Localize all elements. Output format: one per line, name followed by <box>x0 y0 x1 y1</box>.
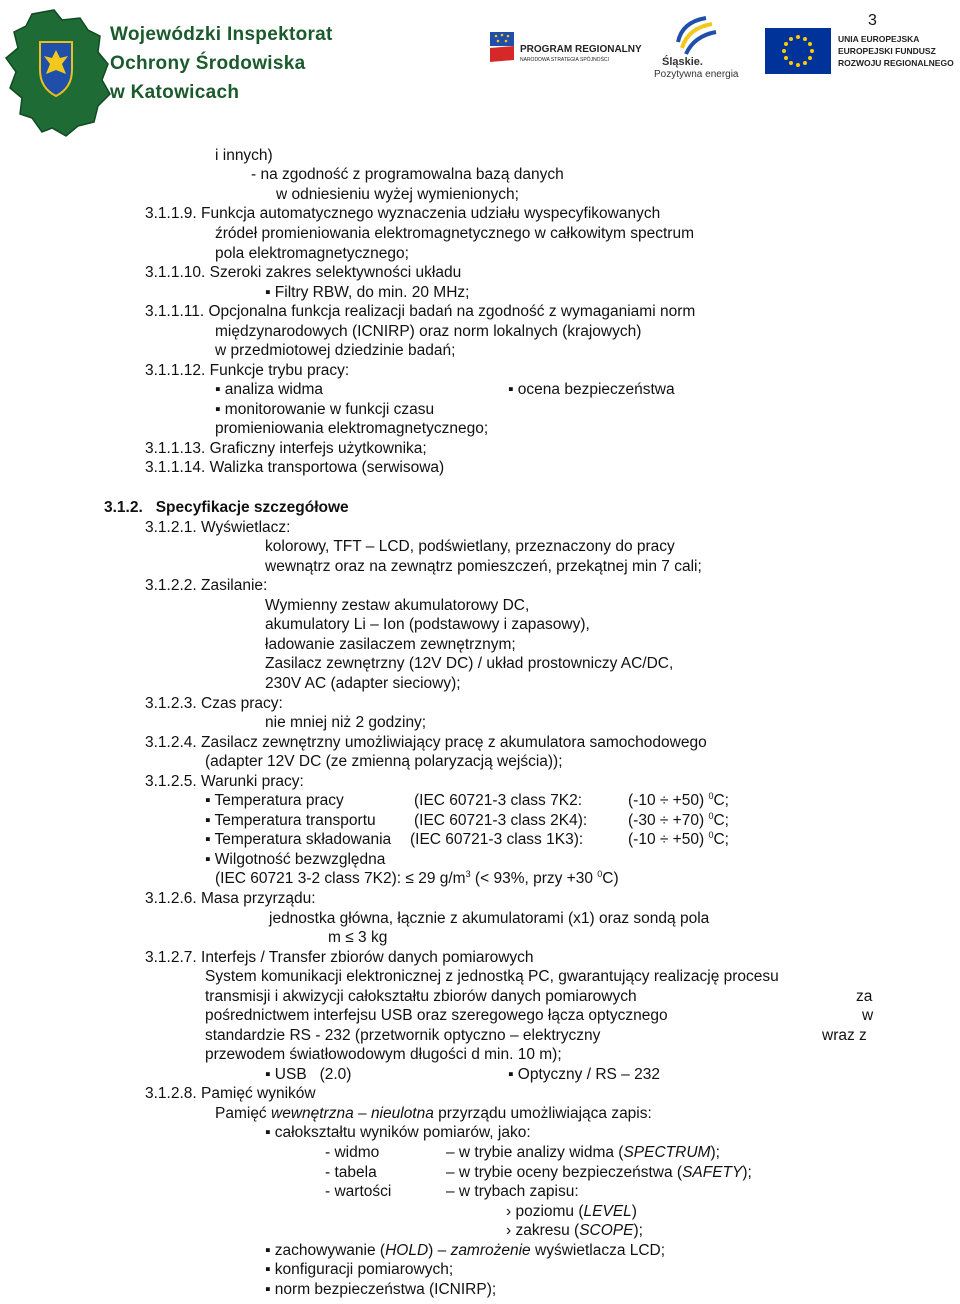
text-line: pośrednictwem interfejsu USB oraz szeregowego łącza optycznego <box>205 1007 668 1024</box>
text-line: ▪ Wilgotność bezwzględna <box>205 851 386 868</box>
text-line: - wartości <box>325 1183 392 1200</box>
text-line: wewnątrz oraz na zewnątrz pomieszczeń, przekątnej min 7 cali; <box>265 558 702 575</box>
eu-line-1: UNIA EUROPEJSKA <box>838 34 920 44</box>
text-line: ▪ Optyczny / RS – 232 <box>508 1066 660 1083</box>
text-line: 3.1.1.11. Opcjonalna funkcja realizacji badań na zgodność z wymaganiami norm <box>145 303 696 320</box>
text-line: – w trybie oceny bezpieczeństwa (SAFETY); <box>446 1164 752 1181</box>
program-regionalny-flag-icon <box>488 30 516 70</box>
temp-row-label: ▪ Temperatura składowania <box>205 831 392 848</box>
text-line: 3.1.1.10. Szeroki zakres selektywności układu <box>145 264 462 281</box>
text-line: ▪ norm bezpieczeństwa (ICNIRP); <box>265 1281 497 1298</box>
text-line: źródeł promieniowania elektromagnetycznego w całkowitym spectrum <box>215 225 694 242</box>
inspectorate-title-line-2: Ochrony Środowiska <box>110 53 306 74</box>
text-line: wraz z <box>822 1027 867 1044</box>
text-line: 3.1.2.8. Pamięć wyników <box>145 1085 316 1102</box>
slaskie-slogan: Pozytywna energia <box>654 69 739 80</box>
silesia-map-logo <box>2 8 114 138</box>
text-line: 3.1.2.6. Masa przyrządu: <box>145 890 316 907</box>
temp-row-range: (-10 ÷ +50) $^0$C; <box>628 830 729 848</box>
temp-row-range: (-10 ÷ +50) $^0$C; <box>628 791 729 809</box>
text-line: - na zgodność z programowalna bazą danych <box>251 166 564 183</box>
text-line: 3.1.1.13. Graficzny interfejs użytkownika; <box>145 440 427 457</box>
program-regionalny-title: PROGRAM REGIONALNY <box>520 44 642 55</box>
text-line: ▪ monitorowanie w funkcji czasu <box>215 401 435 418</box>
page-number: 3 <box>868 12 877 29</box>
text-line: międzynarodowych (ICNIRP) oraz norm lokalnych (krajowych) <box>215 323 642 340</box>
slaskie-name: Śląskie. <box>662 56 703 68</box>
text-line: 3.1.2.7. Interfejs / Transfer zbiorów danych pomiarowych <box>145 949 534 966</box>
text-line: ▪ ocena bezpieczeństwa <box>508 381 675 398</box>
text-line: – w trybach zapisu: <box>446 1183 579 1200</box>
text-line: 3.1.1.12. Funkcje trybu pracy: <box>145 362 350 379</box>
temp-row-label: ▪ Temperatura transportu <box>205 812 376 829</box>
text-line: i innych) <box>215 147 273 164</box>
inspectorate-title-line-1: Wojewódzki Inspektorat <box>110 24 333 45</box>
text-line: 3.1.1.14. Walizka transportowa (serwisowa) <box>145 459 445 476</box>
temp-row-class: (IEC 60721-3 class 1K3): <box>410 831 584 848</box>
text-line: › zakresu (SCOPE); <box>506 1222 643 1239</box>
section-heading: 3.1.2. Specyfikacje szczegółowe <box>104 499 349 516</box>
eu-flag-icon <box>765 28 831 74</box>
text-line: - tabela <box>325 1164 377 1181</box>
text-line: w przedmiotowej dziedzinie badań; <box>215 342 456 359</box>
text-line: jednostka główna, łącznie z akumulatorami (x1) oraz sondą pola <box>269 910 710 927</box>
text-line: Wymienny zestaw akumulatorowy DC, <box>265 597 530 614</box>
text-line: Pamięć wewnętrzna – nieulotna przyrządu umożliwiająca zapis: <box>215 1105 652 1122</box>
text-line: promieniowania elektromagnetycznego; <box>215 420 489 437</box>
text-line: za <box>856 988 873 1005</box>
text-line: w <box>862 1007 874 1024</box>
text-line: 3.1.2.4. Zasilacz zewnętrzny umożliwiający pracę z akumulatora samochodowego <box>145 734 707 751</box>
inspectorate-title-line-3: w Katowicach <box>110 82 240 103</box>
text-line: przewodem światłowodowym długości d min. 10 m); <box>205 1046 562 1063</box>
text-line: w odniesieniu wyżej wymienionych; <box>276 186 519 203</box>
text-line: ▪ całokształtu wyników pomiarów, jako: <box>265 1124 531 1141</box>
text-line: 3.1.1.9. Funkcja automatycznego wyznaczenia udziału wyspecyfikowanych <box>145 205 661 222</box>
eu-line-2: EUROPEJSKI FUNDUSZ <box>838 46 936 56</box>
text-line: 3.1.2.1. Wyświetlacz: <box>145 519 291 536</box>
text-line: m ≤ 3 kg <box>328 929 388 946</box>
text-line: ▪ Filtry RBW, do min. 20 MHz; <box>265 284 470 301</box>
text-line: kolorowy, TFT – LCD, podświetlany, przeznaczony do pracy <box>265 538 675 555</box>
text-line: Zasilacz zewnętrzny (12V DC) / układ prostowniczy AC/DC, <box>265 655 674 672</box>
text-line: nie mniej niż 2 godziny; <box>265 714 427 731</box>
program-regionalny-subtitle: NARODOWA STRATEGIA SPÓJNOŚCI <box>520 57 609 63</box>
text-line: – w trybie analizy widma (SPECTRUM); <box>446 1144 720 1161</box>
text-line: (IEC 60721 3-2 class 7K2): ≤ 29 $g/m^3$ (< 93%, przy +30 $^0$C) <box>215 869 619 887</box>
text-line: 3.1.2.5. Warunki pracy: <box>145 773 304 790</box>
temp-row-range: (-30 ÷ +70) $^0$C; <box>628 811 729 829</box>
eu-line-3: ROZWOJU REGIONALNEGO <box>838 58 954 68</box>
text-line: ▪ konfiguracji pomiarowych; <box>265 1261 454 1278</box>
text-line: transmisji i akwizycji całokształtu zbiorów danych pomiarowych <box>205 988 637 1005</box>
text-line: System komunikacji elektronicznej z jednostką PC, gwarantujący realizację procesu <box>205 968 779 985</box>
temp-row-class: (IEC 60721-3 class 7K2: <box>414 792 583 809</box>
text-line: ▪ analiza widma <box>215 381 324 398</box>
text-line: 230V AC (adapter sieciowy); <box>265 675 461 692</box>
text-line: 3.1.2.2. Zasilanie: <box>145 577 268 594</box>
text-line: › poziomu (LEVEL) <box>506 1203 637 1220</box>
text-line: ładowanie zasilaczem zewnętrznym; <box>265 636 516 653</box>
text-line: 3.1.2.3. Czas pracy: <box>145 695 283 712</box>
temp-row-label: ▪ Temperatura pracy <box>205 792 344 809</box>
text-line: - widmo <box>325 1144 380 1161</box>
text-line: akumulatory Li – Ion (podstawowy i zapasowy), <box>265 616 590 633</box>
text-line: ▪ USB (2.0) <box>265 1066 352 1083</box>
text-line: (adapter 12V DC (ze zmienną polaryzacją wejścia)); <box>205 753 563 770</box>
text-line: pola elektromagnetycznego; <box>215 245 409 262</box>
temp-row-class: (IEC 60721-3 class 2K4): <box>414 812 588 829</box>
text-line: standardzie RS - 232 (przetwornik optyczno – elektryczny <box>205 1027 601 1044</box>
slaskie-sun-icon <box>672 12 718 56</box>
text-line: ▪ zachowywanie (HOLD) – zamrożenie wyświetlacza LCD; <box>265 1242 666 1259</box>
